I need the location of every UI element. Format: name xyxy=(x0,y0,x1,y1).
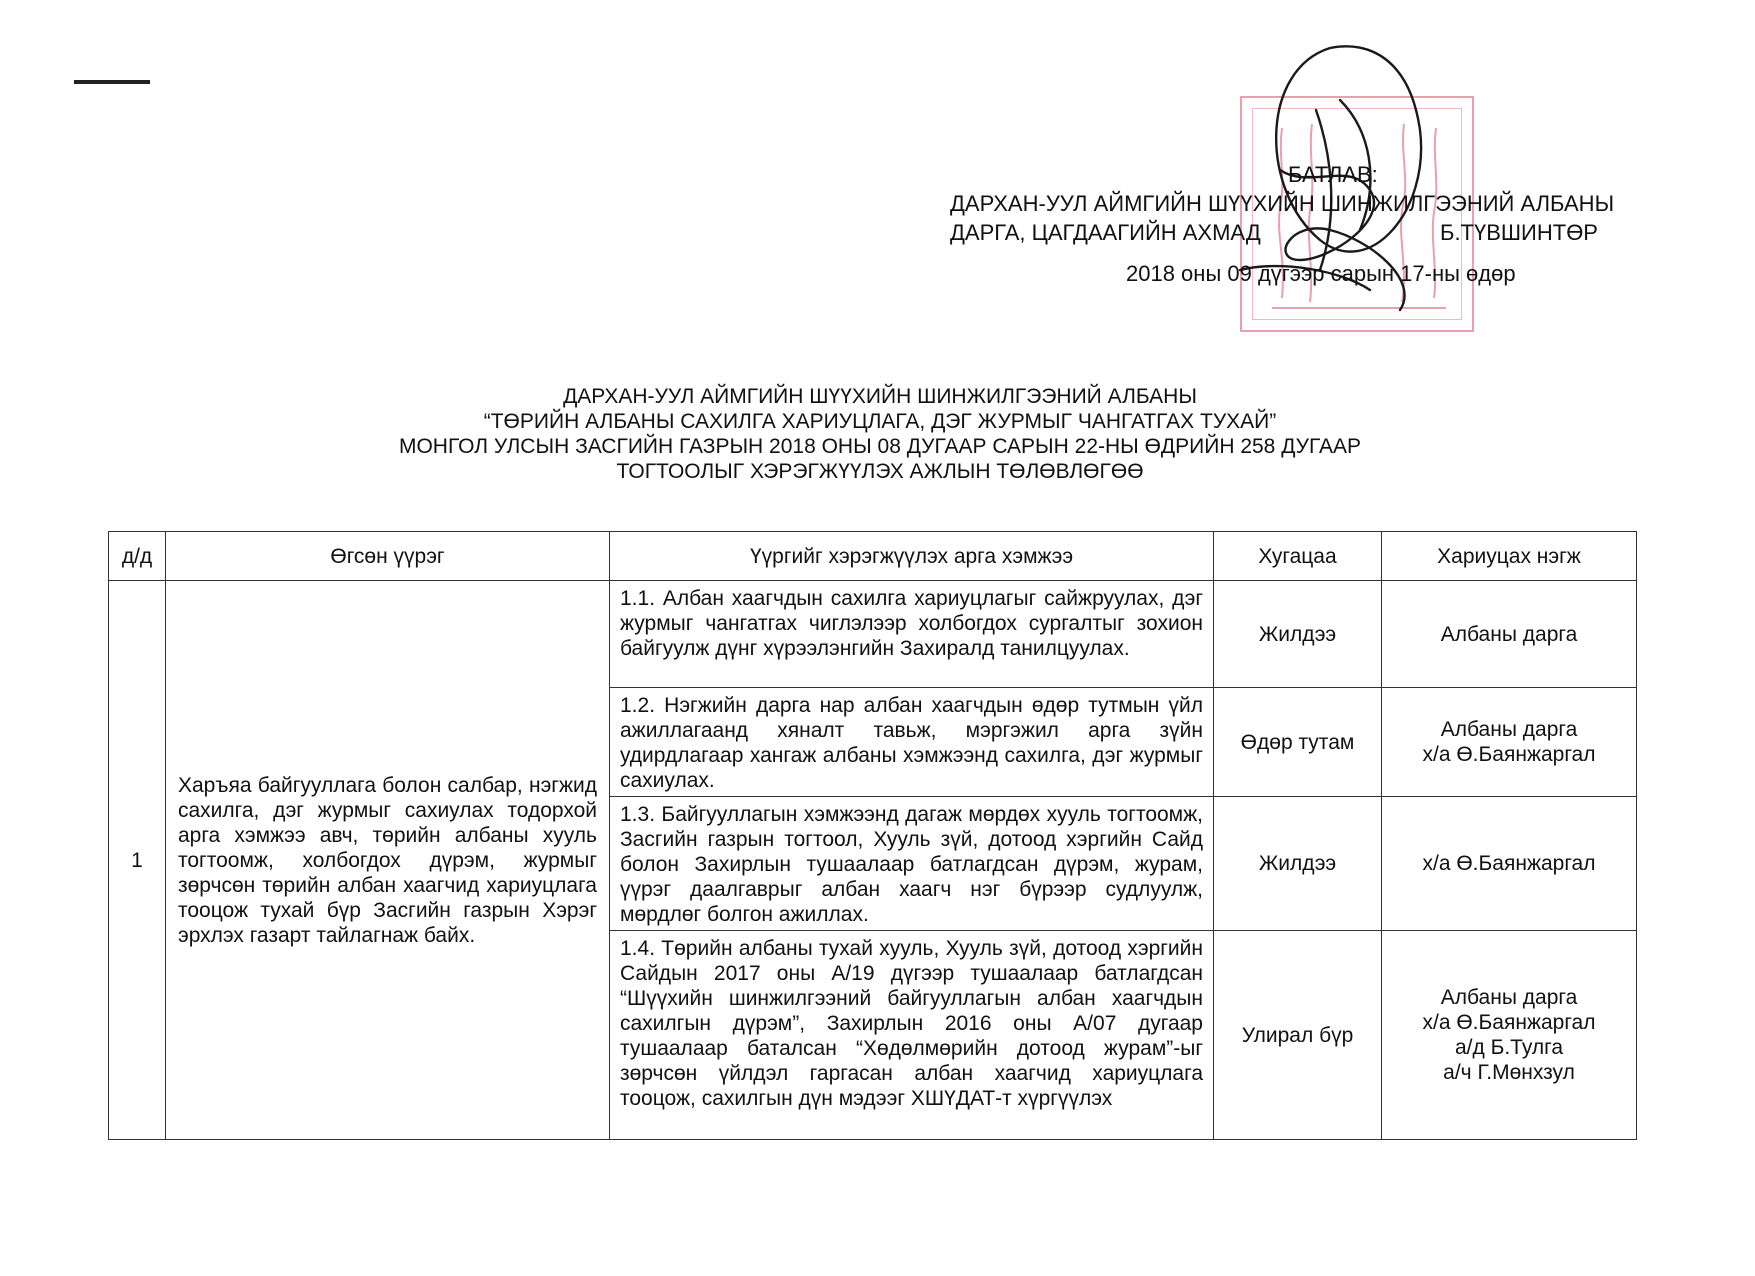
action-term: Улирал бүр xyxy=(1214,931,1382,1140)
responsible-person: Албаны дарга xyxy=(1440,718,1578,741)
responsible-person: Албаны дарга xyxy=(1440,986,1578,1009)
action-responsible xyxy=(1382,797,1637,931)
approval-signer-name: Б.ТҮВШИНТӨР xyxy=(1440,220,1598,245)
title-line-2: “ТӨРИЙН АЛБАНЫ САХИЛГА ХАРИУЦЛАГА, ДЭГ ЖУРМЫГ ЧАНГАТГАХ ТУХАЙ” xyxy=(483,410,1277,433)
action-term: Өдөр тутам xyxy=(1214,688,1382,797)
document-title xyxy=(200,384,1560,484)
duty-text: Харъяа байгууллага болон салбар, нэгжид сахилга, дэг журмыг сахиулах тодорхой арга хэмжээ авч, төрийн албаны хууль тогтоомж, холбогдох дүрэм, журмыг зөрчсөн төрийн албан хаагчид хариуцлага тооцож тухай бүр Засгийн газрын Хэрэг эрхлэх газарт тайлагнаж байх. xyxy=(166,581,610,1140)
action-responsible xyxy=(1382,688,1637,797)
action-responsible xyxy=(1382,931,1637,1140)
responsible-person: х/а Ө.Баянжаргал xyxy=(1422,1011,1596,1034)
table-header-row xyxy=(109,532,1637,581)
table-row xyxy=(109,581,1637,688)
responsible-person: Албаны дарга xyxy=(1440,622,1578,646)
header-responsible: Хариуцах нэгж xyxy=(1382,532,1637,581)
title-line-4: ТОГТООЛЫГ ХЭРЭГЖҮҮЛЭХ АЖЛЫН ТӨЛӨВЛӨГӨӨ xyxy=(616,460,1144,483)
approval-block xyxy=(950,160,1670,288)
action-text: 1.4. Төрийн албаны тухай хууль, Хууль зүй, дотоод хэргийн Сайдын 2017 оны А/19 дүгээр тушаалаар батлагдсан “Шүүхийн шинжилгээний байгууллагын албан хаагчдын сахилгын дүрэм”, Захирлын 2016 оны А/07 дугаар тушаалаар баталсан “Хөдөлмөрийн дотоод журам”-ыг зөрчсөн үйлдэл гаргасан албан хаагчид хариуцлага тооцож, сахилгын дүн мэдээг ХШҮДАТ-т хүргүүлэх xyxy=(610,931,1214,1140)
approval-position: ДАРГА, ЦАГДААГИЙН АХМАД xyxy=(950,220,1261,245)
action-responsible xyxy=(1382,581,1637,688)
action-text: 1.1. Албан хаагчдын сахилга хариуцлагыг сайжруулах, дэг журмыг чангатгах чиглэлээр холбогдох сургалтыг зохион байгуулж дүнг хүрээлэнгийн Захиралд танилцуулах. xyxy=(610,581,1214,688)
header-action: Үүргийг хэрэгжүүлэх арга хэмжээ xyxy=(610,532,1214,581)
responsible-person: х/а Ө.Баянжаргал xyxy=(1422,852,1596,875)
approval-label: БАТЛАВ: xyxy=(1288,162,1378,187)
action-text: 1.2. Нэгжийн дарга нар албан хаагчдын өдөр тутмын үйл ажиллагаанд хяналт тавьж, мэргэжил арга зүйн удирдлагаар хангаж албаны хэмжээнд сахилга, дэг журмыг сахиулах. xyxy=(610,688,1214,797)
action-term: Жилдээ xyxy=(1214,797,1382,931)
plan-table xyxy=(108,531,1637,1140)
title-line-1: ДАРХАН-УУЛ АЙМГИЙН ШҮҮХИЙН ШИНЖИЛГЭЭНИЙ АЛБАНЫ xyxy=(563,385,1197,408)
responsible-person: а/ч Г.Мөнхзул xyxy=(1443,1061,1575,1084)
header-term: Хугацаа xyxy=(1214,532,1382,581)
corner-mark xyxy=(74,80,150,84)
header-num: д/д xyxy=(109,532,166,581)
title-line-3: МОНГОЛ УЛСЫН ЗАСГИЙН ГАЗРЫН 2018 ОНЫ 08 ДУГААР САРЫН 22-НЫ ӨДРИЙН 258 ДУГААР xyxy=(398,435,1361,458)
responsible-person: х/а Ө.Баянжаргал xyxy=(1422,743,1596,766)
action-term: Жилдээ xyxy=(1214,581,1382,688)
approval-org: ДАРХАН-УУЛ АЙМГИЙН ШҮҮХИЙН ШИНЖИЛГЭЭНИЙ АЛБАНЫ xyxy=(950,191,1615,216)
approval-date: 2018 оны 09 дүгээр сарын 17-ны өдөр xyxy=(1126,261,1516,286)
header-duty: Өгсөн үүрэг xyxy=(166,532,610,581)
action-text: 1.3. Байгууллагын хэмжээнд дагаж мөрдөх хууль тогтоомж, Засгийн газрын тогтоол, Хууль зүй, дотоод хэргийн Сайд болон Захирлын тушаалаар батлагдсан дүрэм, журам, үүрэг даалгаврыг албан хаагч нэг бүрээр судлуулж, мөрдлөг болгон ажиллах. xyxy=(610,797,1214,931)
row-number: 1 xyxy=(109,581,166,1140)
responsible-person: а/д Б.Тулга xyxy=(1454,1036,1564,1059)
